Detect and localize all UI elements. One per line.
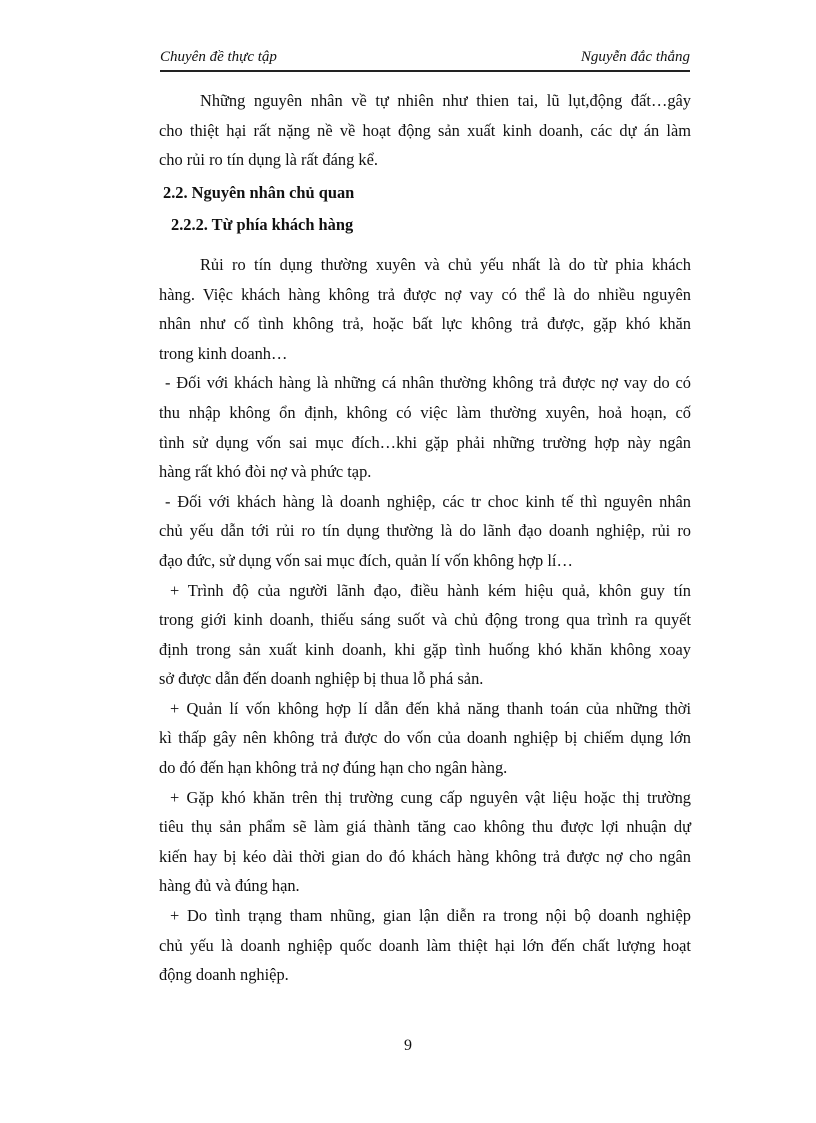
text-line: sở được dẫn đến doanh nghiệp bị thua lỗ phá sản.: [159, 669, 484, 689]
text-line: Rủi ro tín dụng thường xuyên và chủ yếu nhất là do từ phia khách: [200, 254, 691, 274]
text-line: kì thấp gây nên không trả được do vốn của doanh nghiệp bị chiếm dụng lớn: [159, 728, 691, 748]
paragraph-individual-customers: [159, 368, 691, 486]
running-header: [160, 44, 690, 72]
text-line: + Quản lí vốn không hợp lí dẫn đến khả năng thanh toán của những thời: [170, 698, 691, 718]
paragraph-business-customers: [159, 487, 691, 576]
text-line: thu nhập không ổn định, không có việc làm thường xuyên, hoả hoạn, cố: [159, 402, 691, 422]
text-line: chủ yếu dẫn tới rủi ro tín dụng thường là do lãnh đạo doanh nghiệp, rủi ro: [159, 521, 691, 541]
text-line: tiêu thụ sản phẩm sẽ làm giá thành tăng cao không thu được lợi nhuận dự: [159, 817, 691, 837]
text-line: + Do tình trạng tham nhũng, gian lận diễn ra trong nội bộ doanh nghiệp: [170, 906, 691, 926]
page-number: 9: [404, 1037, 412, 1054]
bullet-leadership: [159, 576, 691, 694]
bullet-market-difficulties: [159, 783, 691, 901]
text-line: trong kinh doanh…: [159, 343, 288, 363]
text-line: + Trình độ của người lãnh đạo, điều hành kém hiệu quả, khôn guy tín: [170, 580, 691, 600]
text-line: kiến hay bị kéo dài thời gian do đó khách hàng không trả được nợ cho ngân: [159, 846, 691, 866]
header-document-title: Chuyên đề thực tập: [160, 49, 277, 65]
text-line: Những nguyên nhân về tự nhiên như thien tai, lũ lụt,động đất…gây: [200, 91, 691, 110]
text-line: đạo đức, sử dụng vốn sai mục đích, quản lí vốn không hợp lí…: [159, 550, 573, 570]
text-line: cho thiệt hại rất nặng nề về hoạt động sản xuất kinh doanh, các dự án làm: [159, 120, 691, 140]
section-heading: 2.2. Nguyên nhân chủ quan: [163, 182, 355, 202]
header-author-name: Nguyễn đắc thắng: [580, 49, 690, 65]
text-line: cho rủi ro tín dụng là rất đáng kể.: [159, 150, 378, 170]
text-line: do đó đến hạn không trả nợ đúng hạn cho ngân hàng.: [159, 758, 508, 778]
bullet-capital-management: [159, 694, 691, 783]
text-line: - Đối với khách hàng là doanh nghiệp, các tr choc kinh tế thì nguyên nhân: [165, 491, 691, 511]
text-line: trong giới kinh doanh, thiếu sáng suốt và chủ động trong qua trình ra quyết: [159, 610, 691, 630]
text-line: hàng. Việc khách hàng không trả được nợ vay có thể là do nhiều nguyên: [159, 284, 691, 304]
text-line: hàng rất khó đòi nợ và phức tạp.: [159, 462, 372, 482]
text-line: chủ yếu là doanh nghiệp quốc doanh làm thiệt hại lớn đến chất lượng hoạt: [159, 935, 691, 955]
paragraph-customer-intro: [159, 250, 691, 368]
text-line: nhân như cố tình không trả, hoặc bất lực không trả được, gặp khó khăn: [159, 314, 691, 334]
page-body: [159, 86, 691, 990]
text-line: hàng đủ và đúng hạn.: [159, 876, 300, 896]
bullet-corruption: [159, 901, 691, 990]
text-line: tình sử dụng vốn sai mục đích…khi gặp phải những trường hợp này ngân: [159, 432, 691, 452]
text-line: định trong sản xuất kinh doanh, khi gặp tình huống khó khăn không xoay: [159, 639, 691, 659]
text-line: động doanh nghiệp.: [159, 965, 289, 985]
text-line: + Gặp khó khăn trên thị trường cung cấp nguyên vật liệu hoặc thị trường: [170, 787, 691, 807]
paragraph-natural-causes: [159, 86, 691, 175]
text-line: - Đối với khách hàng là những cá nhân thường không trả được nợ vay do có: [165, 373, 691, 393]
subsection-heading: 2.2.2. Từ phía khách hàng: [171, 215, 354, 235]
